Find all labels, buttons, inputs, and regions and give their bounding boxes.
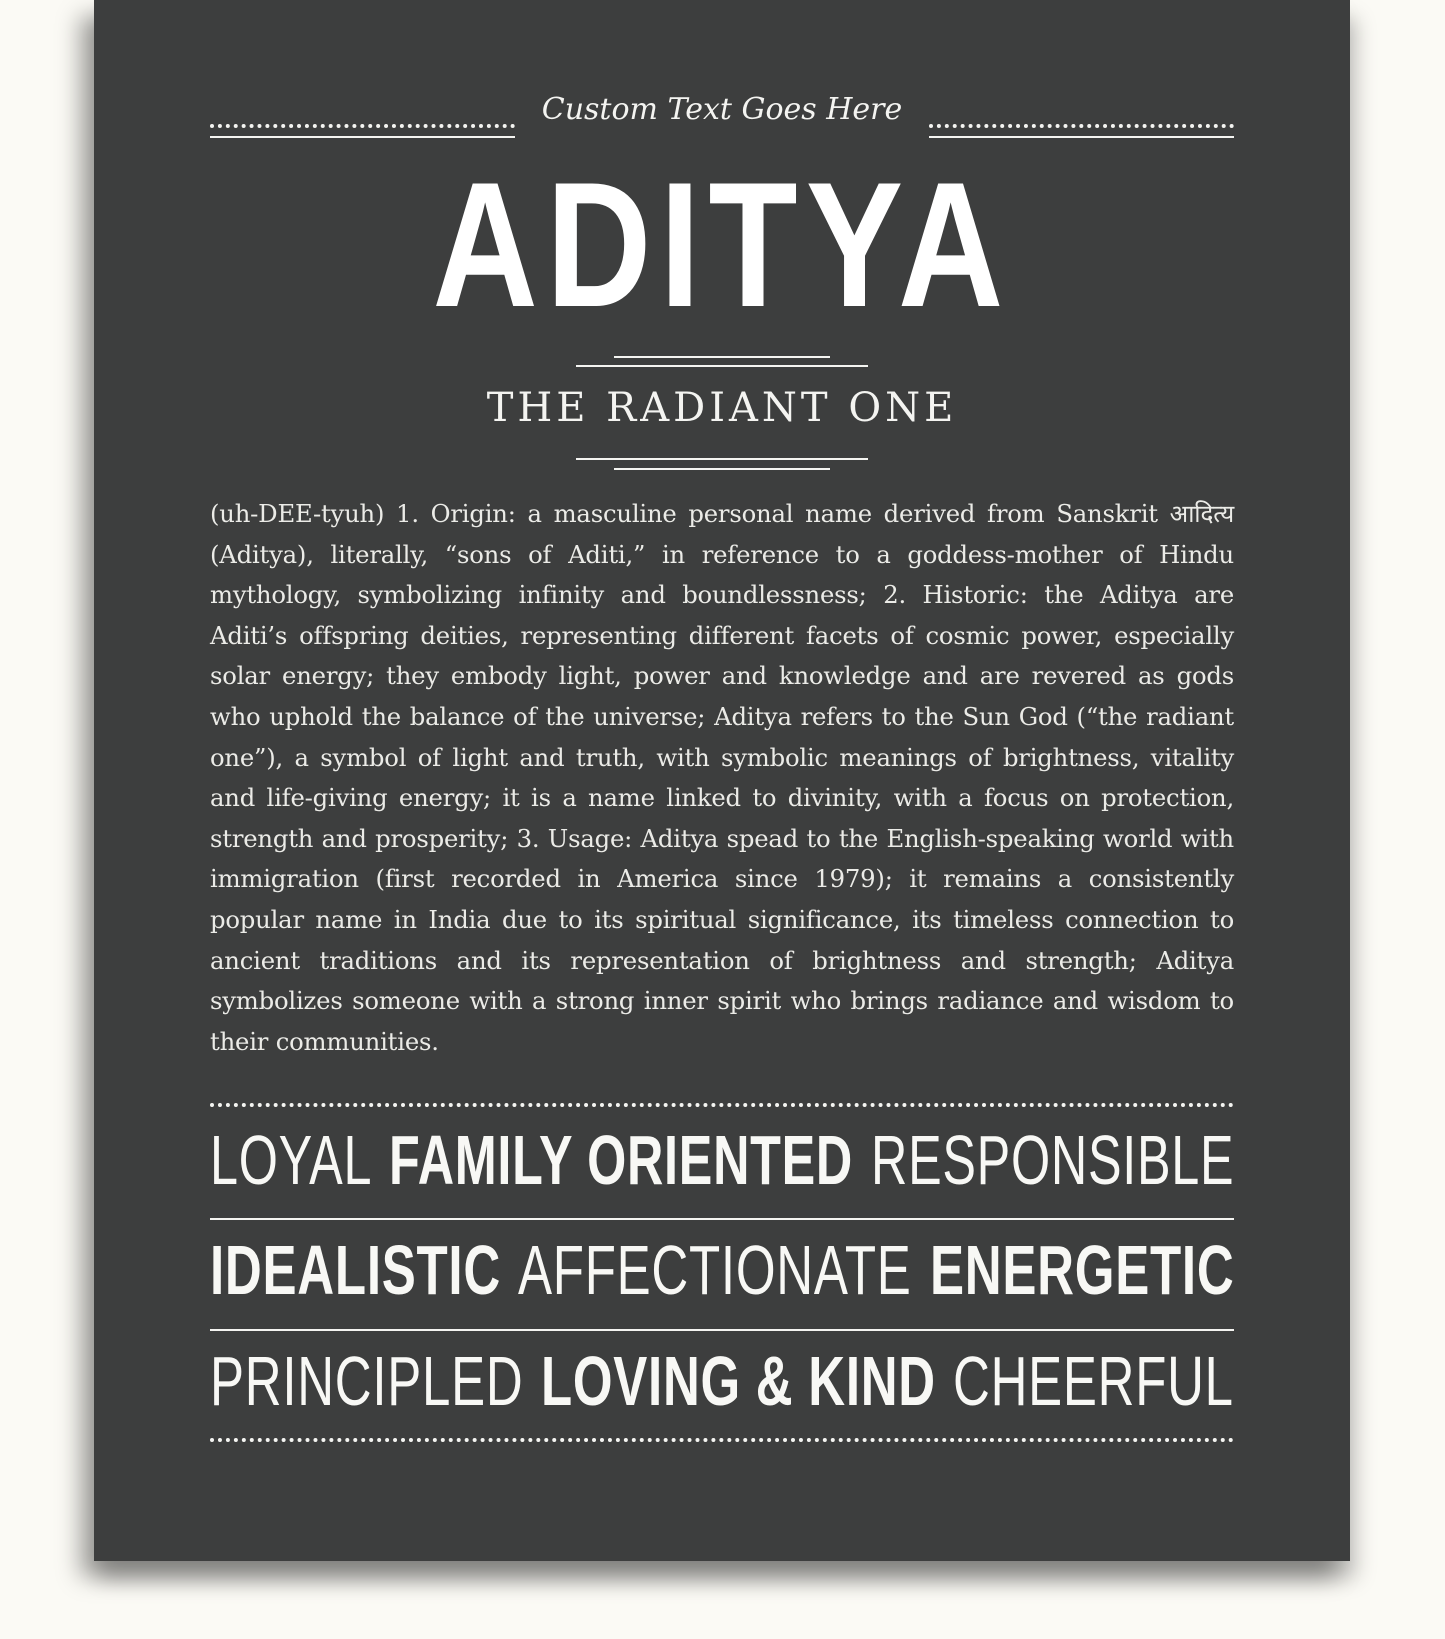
traits-row-1: [210, 1120, 1234, 1200]
name-meaning: THE RADIANT ONE: [486, 385, 958, 431]
traits-row-2: [210, 1230, 1234, 1310]
rule-long-lower: [576, 458, 868, 460]
traits-rule-2: [210, 1329, 1234, 1331]
trait: IDEALISTIC: [210, 1231, 501, 1309]
traits-rule-1: [210, 1218, 1234, 1220]
rule-right: [929, 136, 1234, 138]
dotted-divider-traits-top: [210, 1103, 1234, 1107]
header-row: [210, 82, 1234, 152]
trait: PRINCIPLED: [210, 1342, 524, 1420]
traits-row-3: [210, 1341, 1234, 1421]
trait: FAMILY ORIENTED: [389, 1121, 854, 1199]
trait: CHEERFUL: [953, 1342, 1234, 1420]
dotted-divider-traits-bottom: [210, 1438, 1234, 1442]
rule-left: [210, 136, 515, 138]
name-poster: [94, 0, 1350, 1561]
name-title: ADITYA: [432, 145, 1012, 344]
rule-short-upper: [614, 356, 830, 358]
name-definition: (uh-DEE-tyuh) 1. Origin: a masculine personal name derived from Sanskrit आदित्य (Aditya), literally, “sons of Aditi,” in reference to a goddess-mother of Hindu mythology, symbolizing infinity and boundlessness; 2. Historic: the Aditya are Aditi’s offspring deities, representing different facets of cosmic power, especially solar energy; they embody light, power and knowledge and are revered as gods who uphold the balance of the universe; Aditya refers to the Sun God (“the radiant one”), a symbol of light and truth, with symbolic meanings of brightness, vitality and life-giving energy; it is a name linked to divinity, with a focus on protection, strength and prosperity; 3. Usage: Aditya spead to the English-speaking world with immigration (first recorded in America since 1979); it remains a consistently popular name in India due to its spiritual significance, its timeless connection to ancient traditions and its representation of brightness and strength; Aditya symbolizes someone with a strong inner spirit who brings radiance and wisdom to their communities.: [210, 499, 1234, 1056]
dotted-divider-right: [929, 124, 1234, 128]
trait: LOYAL: [210, 1121, 373, 1199]
trait: LOVING & KIND: [540, 1342, 936, 1420]
rule-long-upper: [576, 365, 868, 367]
custom-text: Custom Text Goes Here: [541, 92, 903, 127]
trait: RESPONSIBLE: [870, 1121, 1234, 1199]
trait: ENERGETIC: [929, 1231, 1234, 1309]
rule-short-lower: [614, 468, 830, 470]
trait: AFFECTIONATE: [518, 1231, 913, 1309]
